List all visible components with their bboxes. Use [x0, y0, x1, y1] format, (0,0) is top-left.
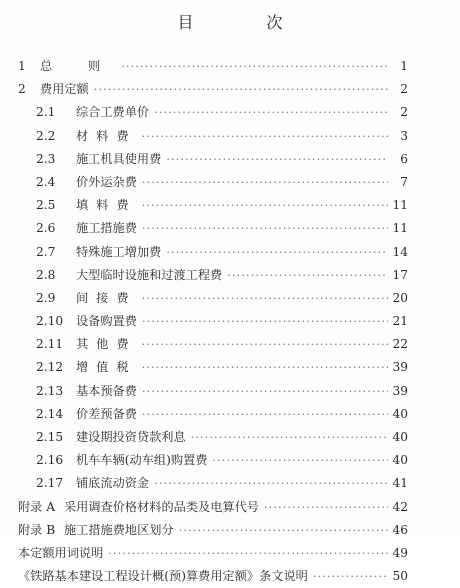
toc-dot-leader: [154, 472, 388, 495]
toc-entry-number: 2.9: [36, 290, 56, 305]
toc-dot-leader: [212, 449, 388, 472]
toc-entry-number: 2.3: [36, 151, 56, 166]
toc-dot-leader: [264, 496, 388, 519]
toc-entry-label: 本定额用词说明: [18, 545, 104, 560]
toc-entry-page-number: 2: [400, 82, 408, 97]
toc-entry-page-number: 41: [392, 476, 408, 491]
toc-entry-number: 2: [18, 82, 26, 97]
toc-entry-label: 其他费: [76, 337, 137, 352]
toc-entry: [18, 496, 408, 519]
toc-entry-label: 基本预备费: [76, 383, 137, 398]
toc-entry-page-number: 6: [400, 151, 408, 166]
toc-entry-label: 费用定额: [40, 82, 89, 97]
toc-dot-leader: [154, 101, 388, 124]
toc-dot-leader: [227, 264, 388, 287]
toc-entry-label: 增值税: [76, 360, 137, 375]
toc-entry-number: 2.10: [36, 314, 64, 329]
toc-entry-label: 特殊施工增加费: [76, 244, 162, 259]
toc-dot-leader: [142, 333, 388, 356]
toc-entry-number: 附录 A: [18, 499, 56, 514]
toc-entry-page-number: 50: [392, 569, 408, 584]
toc-entry-page-number: 17: [392, 267, 408, 282]
toc-entry-label: 建设期投资贷款利息: [76, 430, 186, 444]
toc-entry-page-number: 14: [392, 244, 408, 259]
toc-entry-page-number: 40: [392, 430, 408, 444]
toc-dot-leader: [142, 403, 388, 426]
toc-entry: [18, 426, 408, 449]
toc-dot-leader: [179, 519, 388, 542]
toc-entry: [18, 78, 408, 101]
toc-dot-leader: [108, 542, 388, 565]
toc-entry: [18, 519, 408, 542]
toc-entry-page-number: 22: [392, 337, 408, 352]
toc-entry: [18, 241, 408, 264]
toc-entry-number: 2.7: [36, 244, 56, 259]
toc-entry-label: 材料费: [76, 128, 137, 143]
toc-entry-page-number: 49: [392, 545, 408, 560]
toc-entry: [18, 148, 408, 171]
toc-entry: [18, 565, 408, 588]
toc-entry-label: 价外运杂费: [76, 174, 137, 189]
toc-entry-page-number: 40: [392, 453, 408, 468]
toc-entry-number: 2.16: [36, 453, 64, 468]
toc-entry-number: 2.6: [36, 221, 56, 236]
page-title: 目 次: [177, 13, 317, 32]
toc-entry-label: 大型临时设施和过渡工程费: [76, 267, 223, 282]
toc-entry: [18, 264, 408, 287]
toc-entry: [18, 55, 408, 78]
toc-entry-page-number: 21: [392, 314, 408, 329]
toc-dot-leader: [142, 171, 388, 194]
toc-entry-label: 价差预备费: [76, 406, 137, 421]
toc-dot-leader: [166, 241, 388, 264]
toc-entry: [18, 125, 408, 148]
toc-entry-label: 施工措施费地区划分: [64, 522, 174, 537]
toc-dot-leader: [142, 125, 388, 148]
toc-dot-leader: [142, 356, 388, 379]
toc-entry-page-number: 3: [400, 128, 408, 143]
toc-entry-number: 2.15: [36, 430, 64, 444]
toc-entry-number: 2.4: [36, 174, 56, 189]
toc-entry-number: 1: [18, 59, 26, 73]
toc-entry-label: 综合工费单价: [76, 105, 150, 120]
toc-dot-leader: [313, 565, 388, 588]
toc-entry-page-number: 42: [392, 499, 408, 514]
toc-entry-number: 2.11: [36, 337, 64, 352]
toc-entry-label: 机车车辆(动车组)购置费: [76, 453, 208, 468]
toc-entry-page-number: 11: [392, 198, 408, 213]
toc-entry-label: 设备购置费: [76, 314, 137, 329]
toc-entry-number: 2.2: [36, 128, 56, 143]
toc-entry-label: 总 则: [40, 59, 117, 73]
toc-entry-label: 采用调查价格材料的品类及电算代号: [64, 499, 259, 514]
toc-entry-page-number: 39: [392, 383, 408, 398]
toc-entry-label: 铺底流动资金: [76, 476, 150, 491]
toc-entry-label: 间接费: [76, 290, 137, 305]
toc-entry-label: 施工措施费: [76, 221, 137, 236]
toc-entry-number: 附录 B: [18, 522, 56, 537]
toc-entry: [18, 542, 408, 565]
toc-entry: [18, 449, 408, 472]
toc-entry-page-number: 1: [400, 59, 408, 73]
toc-entry: [18, 356, 408, 379]
toc-entry-number: 2.13: [36, 383, 64, 398]
toc-entry: [18, 333, 408, 356]
toc-entry-number: 2.14: [36, 406, 64, 421]
toc-entry-number: 2.1: [36, 105, 56, 120]
toc-dot-leader: [142, 310, 388, 333]
toc-entry-page-number: 11: [392, 221, 408, 236]
table-of-contents: [18, 55, 408, 588]
toc-entry: [18, 310, 408, 333]
toc-dot-leader: [142, 287, 388, 310]
toc-entry-number: 2.17: [36, 476, 64, 491]
toc-entry: [18, 217, 408, 240]
toc-dot-leader: [142, 217, 388, 240]
toc-entry-page-number: 20: [392, 290, 408, 305]
toc-entry-page-number: 39: [392, 360, 408, 375]
toc-dot-leader: [142, 380, 388, 403]
toc-dot-leader: [121, 55, 388, 78]
toc-entry-page-number: 46: [392, 522, 408, 537]
toc-entry-number: 2.8: [36, 267, 56, 282]
toc-dot-leader: [166, 148, 388, 171]
toc-entry: [18, 380, 408, 403]
toc-dot-leader: [142, 194, 388, 217]
toc-entry: [18, 194, 408, 217]
toc-entry: [18, 101, 408, 124]
toc-entry-label: 施工机具使用费: [76, 151, 162, 166]
toc-entry-number: 2.5: [36, 198, 56, 213]
toc-entry-page-number: 7: [400, 174, 408, 189]
toc-entry-page-number: 40: [392, 406, 408, 421]
toc-entry-label: 填料费: [76, 198, 137, 213]
toc-entry-number: 2.12: [36, 360, 64, 375]
toc-entry: [18, 287, 408, 310]
toc-entry-page-number: 2: [400, 105, 408, 120]
toc-entry-label: 《铁路基本建设工程设计概(预)算费用定额》条文说明: [18, 569, 308, 584]
toc-entry: [18, 472, 408, 495]
toc-entry: [18, 403, 408, 426]
toc-dot-leader: [94, 78, 388, 101]
toc-entry: [18, 171, 408, 194]
toc-dot-leader: [191, 426, 388, 449]
